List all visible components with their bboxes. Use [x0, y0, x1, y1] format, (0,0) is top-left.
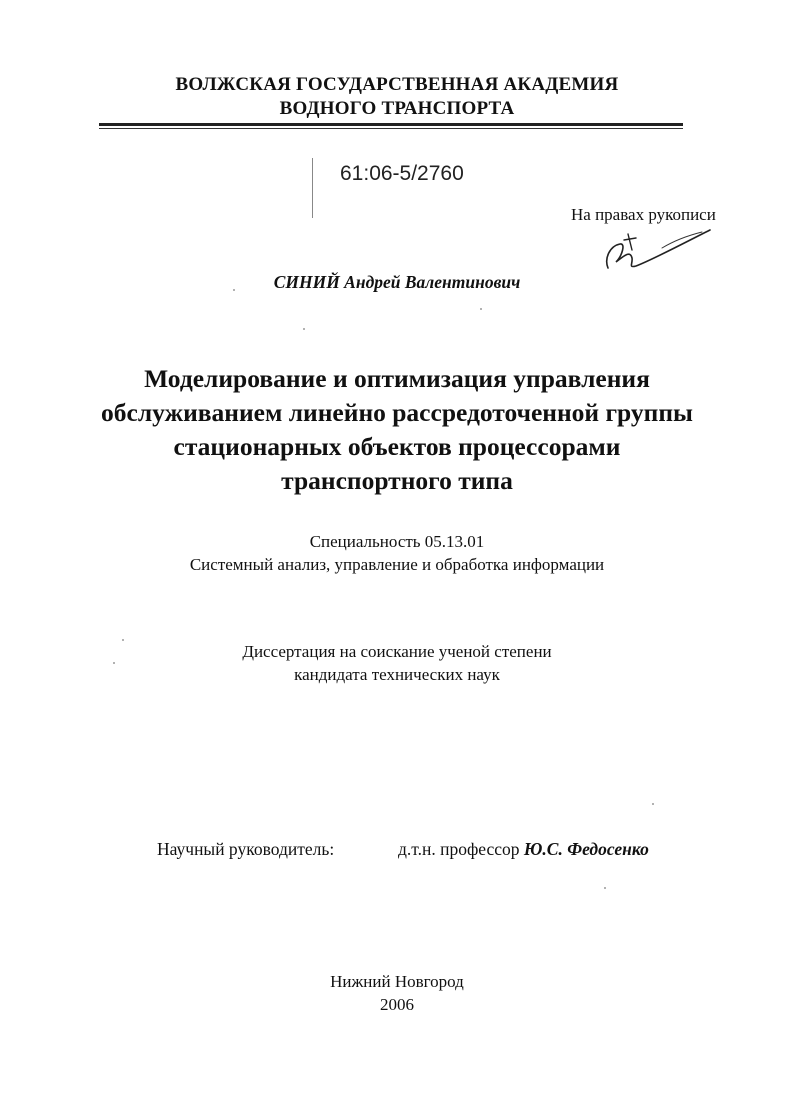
- specialty-code: Специальность 05.13.01: [309, 532, 485, 551]
- handwritten-signature: [602, 222, 712, 274]
- scan-speck: [652, 803, 654, 805]
- institution-line-1: ВОЛЖСКАЯ ГОСУДАРСТВЕННАЯ АКАДЕМИЯ: [175, 74, 619, 95]
- degree-line-2: кандидата технических наук: [294, 665, 500, 684]
- header-rule-thin: [99, 128, 683, 129]
- institution-line-2: ВОДНОГО ТРАНСПОРТА: [279, 98, 515, 119]
- specialty-name: Системный анализ, управление и обработка информации: [189, 555, 605, 574]
- title-line-4: транспортного типа: [281, 466, 513, 495]
- supervisor-info: [398, 839, 649, 860]
- supervisor-name: Ю.С. Федосенко: [523, 839, 649, 859]
- scan-speck: [113, 662, 115, 664]
- year: 2006: [380, 995, 414, 1014]
- author-name: СИНИЙ Андрей Валентинович: [273, 272, 521, 292]
- title-line-1: Моделирование и оптимизация управления: [144, 364, 650, 393]
- archive-code: 61:06-5/2760: [340, 162, 464, 185]
- supervisor-rank: д.т.н. профессор: [398, 839, 520, 859]
- rights-note: На правах рукописи: [571, 205, 716, 224]
- dissertation-title: [0, 362, 794, 498]
- city-year-block: [0, 970, 794, 1016]
- scan-speck: [604, 887, 606, 889]
- stamp-margin-line: [312, 158, 313, 218]
- city: Нижний Новгород: [330, 972, 464, 991]
- degree-block: [0, 640, 794, 686]
- specialty-block: [0, 530, 794, 576]
- supervisor-label: Научный руководитель:: [157, 839, 335, 859]
- title-line-3: стационарных объектов процессорами: [173, 432, 621, 461]
- scan-speck: [303, 328, 305, 330]
- title-line-2: обслуживанием линейно рассредоточенной группы: [101, 398, 693, 427]
- scan-speck: [480, 308, 482, 310]
- header-rule-thick: [99, 123, 683, 126]
- institution-name: [0, 73, 794, 121]
- scan-speck: [122, 639, 124, 641]
- degree-line-1: Диссертация на соискание ученой степени: [242, 642, 552, 661]
- scan-speck: [233, 289, 235, 291]
